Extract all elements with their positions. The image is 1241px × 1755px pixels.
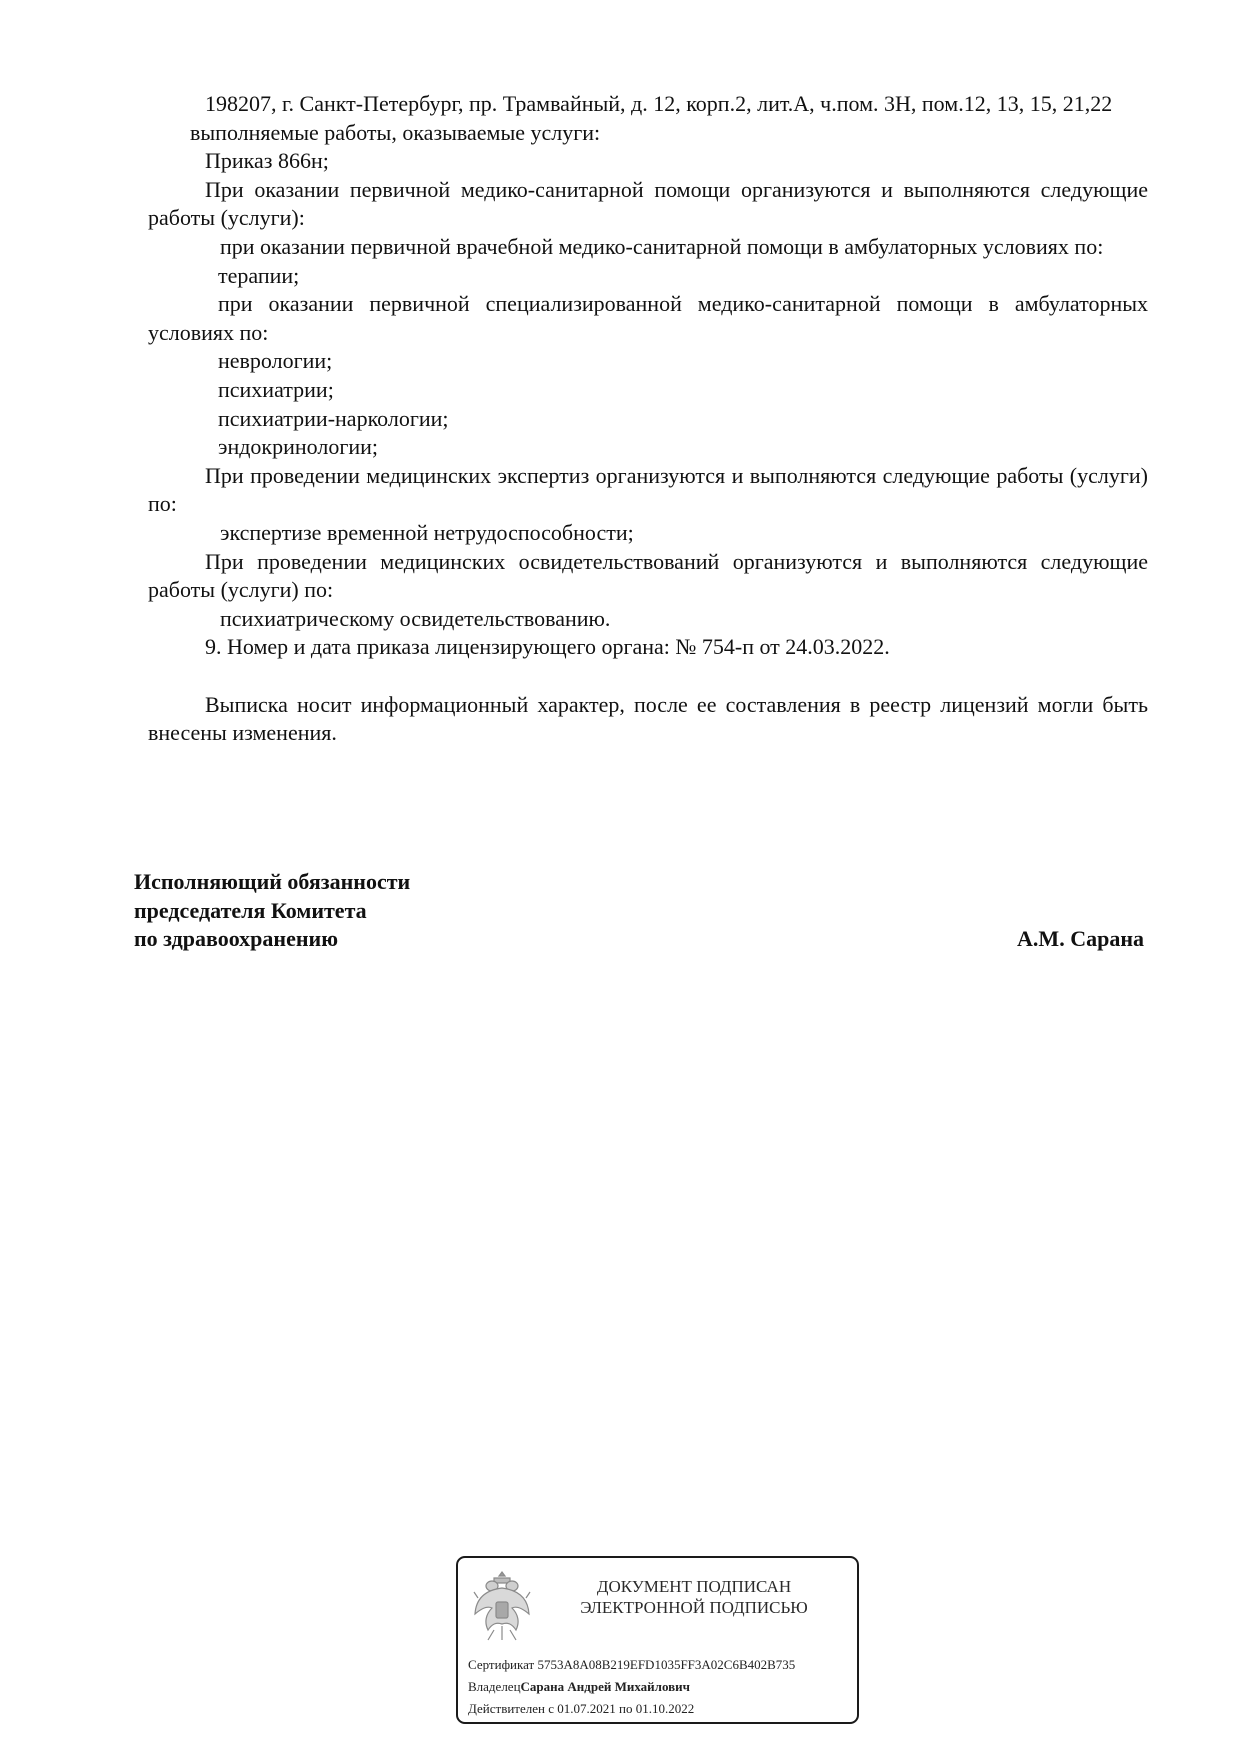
owner-name: Сарана Андрей Михайлович xyxy=(520,1679,690,1694)
psychiatry-narcology-item: психиатрии-наркологии; xyxy=(218,405,449,431)
signatory-position-line-2: председателя Комитета xyxy=(134,897,367,923)
signature-stamp-title xyxy=(554,1576,834,1618)
neurology-item: неврологии; xyxy=(218,348,333,374)
owner-line xyxy=(468,1676,848,1698)
signature-block xyxy=(134,868,1144,954)
certificate-number: 5753A8A08B219EFD1035FF3A02C6B402B735 xyxy=(537,1657,796,1672)
signature-stamp-title-line-1: ДОКУМЕНТ ПОДПИСАН xyxy=(596,1577,792,1596)
coat-of-arms-icon xyxy=(472,1568,532,1646)
electronic-signature-stamp xyxy=(456,1556,859,1724)
address-paragraph: 198207, г. Санкт-Петербург, пр. Трамвайный, д. 12, корп.2, лит.А, ч.пом. 3Н, пом.12, 13, 15, 21,22 xyxy=(205,91,1113,116)
primary-care-paragraph: При оказании первичной медико-санитарной помощи организуются и выполняются следующие работы (услуги): xyxy=(148,176,1148,231)
examinations-intro-paragraph: При проведении медицинских освидетельствований организуются и выполняются следующие работы (услуги) по: xyxy=(148,548,1148,603)
certificate-label: Сертификат xyxy=(468,1657,535,1672)
paragraph-spacer xyxy=(148,662,1148,691)
works-heading: выполняемые работы, оказываемые услуги: xyxy=(190,119,601,145)
psychiatry-item: психиатрии; xyxy=(218,376,334,402)
examinations-item: психиатрическому освидетельствованию. xyxy=(220,605,611,631)
specialized-care-paragraph: при оказании первичной специализированной медико-санитарной помощи в амбулаторных условиях по: xyxy=(148,291,1148,345)
order-number-paragraph: 9. Номер и дата приказа лицензирующего органа: № 754-п от 24.03.2022. xyxy=(205,634,890,660)
certificate-line xyxy=(468,1654,848,1676)
validity-line: Действителен с 01.07.2021 по 01.10.2022 xyxy=(468,1701,695,1716)
order-paragraph: Приказ 866н; xyxy=(205,148,329,174)
license-details-text xyxy=(148,90,1148,748)
certificate-details xyxy=(468,1654,848,1720)
expertise-intro-paragraph: При проведении медицинских экспертиз организуются и выполняются следующие работы (услуги) по: xyxy=(148,462,1148,517)
signature-stamp-title-line-2: ЭЛЕКТРОННОЙ ПОДПИСЬЮ xyxy=(580,1598,808,1617)
expertise-item: экспертизе временной нетрудоспособности; xyxy=(220,519,634,545)
therapy-item: терапии; xyxy=(218,262,300,288)
owner-label: Владелец xyxy=(468,1679,521,1694)
signatory-name: А.М. Сарана xyxy=(1017,926,1144,951)
information-note-paragraph: Выписка носит информационный характер, после ее составления в реестр лицензий могли быть внесены изменения. xyxy=(148,691,1148,746)
signatory-position-line-3: по здравоохранению xyxy=(134,926,339,952)
endocrinology-item: эндокринологии; xyxy=(218,434,379,460)
signatory-position-line-1: Исполняющий обязанности xyxy=(134,869,411,894)
primary-physician-paragraph: при оказании первичной врачебной медико-санитарной помощи в амбулаторных условиях по: xyxy=(220,233,1104,259)
